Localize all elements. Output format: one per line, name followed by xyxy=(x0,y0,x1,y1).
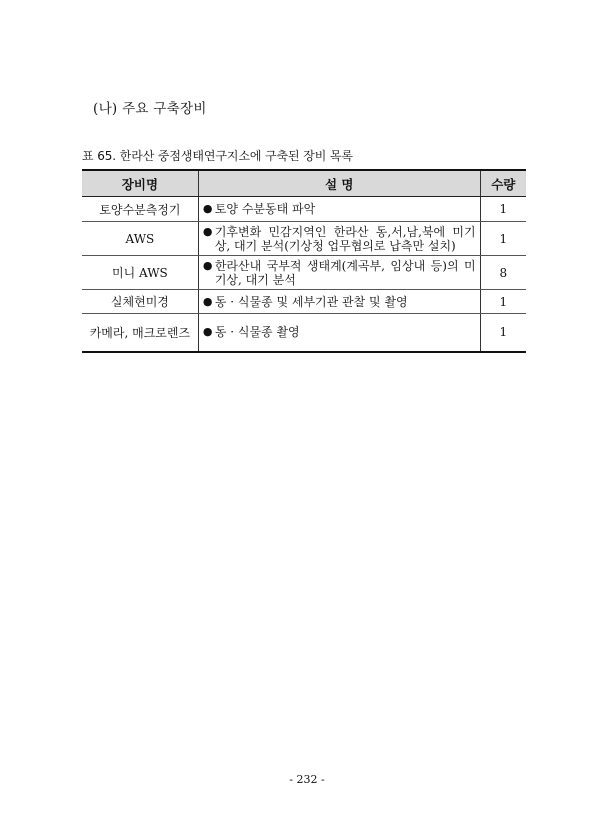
bullet-icon: ● xyxy=(202,258,213,272)
quantity-cell: 8 xyxy=(480,256,526,290)
table-row xyxy=(82,314,526,352)
bullet-icon: ● xyxy=(202,202,213,215)
quantity-cell: 1 xyxy=(480,197,526,222)
quantity-cell: 1 xyxy=(480,314,526,352)
table-row xyxy=(82,197,526,222)
description-cell xyxy=(198,197,480,222)
equipment-name-cell: 토양수분측정기 xyxy=(82,197,198,222)
quantity-cell: 1 xyxy=(480,290,526,314)
description-cell xyxy=(198,290,480,314)
description-cell xyxy=(198,222,480,256)
header-description: 설 명 xyxy=(198,170,480,197)
bullet-icon: ● xyxy=(202,224,213,238)
equipment-name-cell: AWS xyxy=(82,222,198,256)
description-text: 토양 수분동태 파악 xyxy=(214,202,316,216)
table-row xyxy=(82,256,526,290)
description-cell xyxy=(198,314,480,352)
header-equipment-name: 장비명 xyxy=(82,170,198,197)
equipment-name-cell: 미니 AWS xyxy=(82,256,198,290)
bullet-icon: ● xyxy=(202,294,213,308)
section-heading: (나) 주요 구축장비 xyxy=(93,101,207,117)
description-text: 기후변화 민감지역인 한라산 동,서,남,북에 미기상, 대기 분석(기상청 업무협의로 납측만 설치) xyxy=(214,224,476,253)
equipment-table xyxy=(82,169,526,353)
description-text: 동 · 식물종 촬영 xyxy=(214,325,300,340)
table-header-row xyxy=(82,170,526,197)
page-number: - 232 - xyxy=(289,773,325,786)
header-quantity: 수량 xyxy=(480,170,526,197)
quantity-cell: 1 xyxy=(480,222,526,256)
table-caption: 표 65. 한라산 중점생태연구지소에 구축된 장비 목록 xyxy=(82,149,353,163)
equipment-name-cell: 카메라, 매크로렌즈 xyxy=(82,314,198,352)
description-text: 한라산내 국부적 생태계(계곡부, 임상내 등)의 미기상, 대기 분석 xyxy=(214,258,476,287)
table-row xyxy=(82,222,526,256)
bullet-icon: ● xyxy=(202,325,213,339)
table-row xyxy=(82,290,526,314)
description-cell xyxy=(198,256,480,290)
equipment-name-cell: 실체현미경 xyxy=(82,290,198,314)
description-text: 동 · 식물종 및 세부기관 관찰 및 촬영 xyxy=(214,294,408,309)
